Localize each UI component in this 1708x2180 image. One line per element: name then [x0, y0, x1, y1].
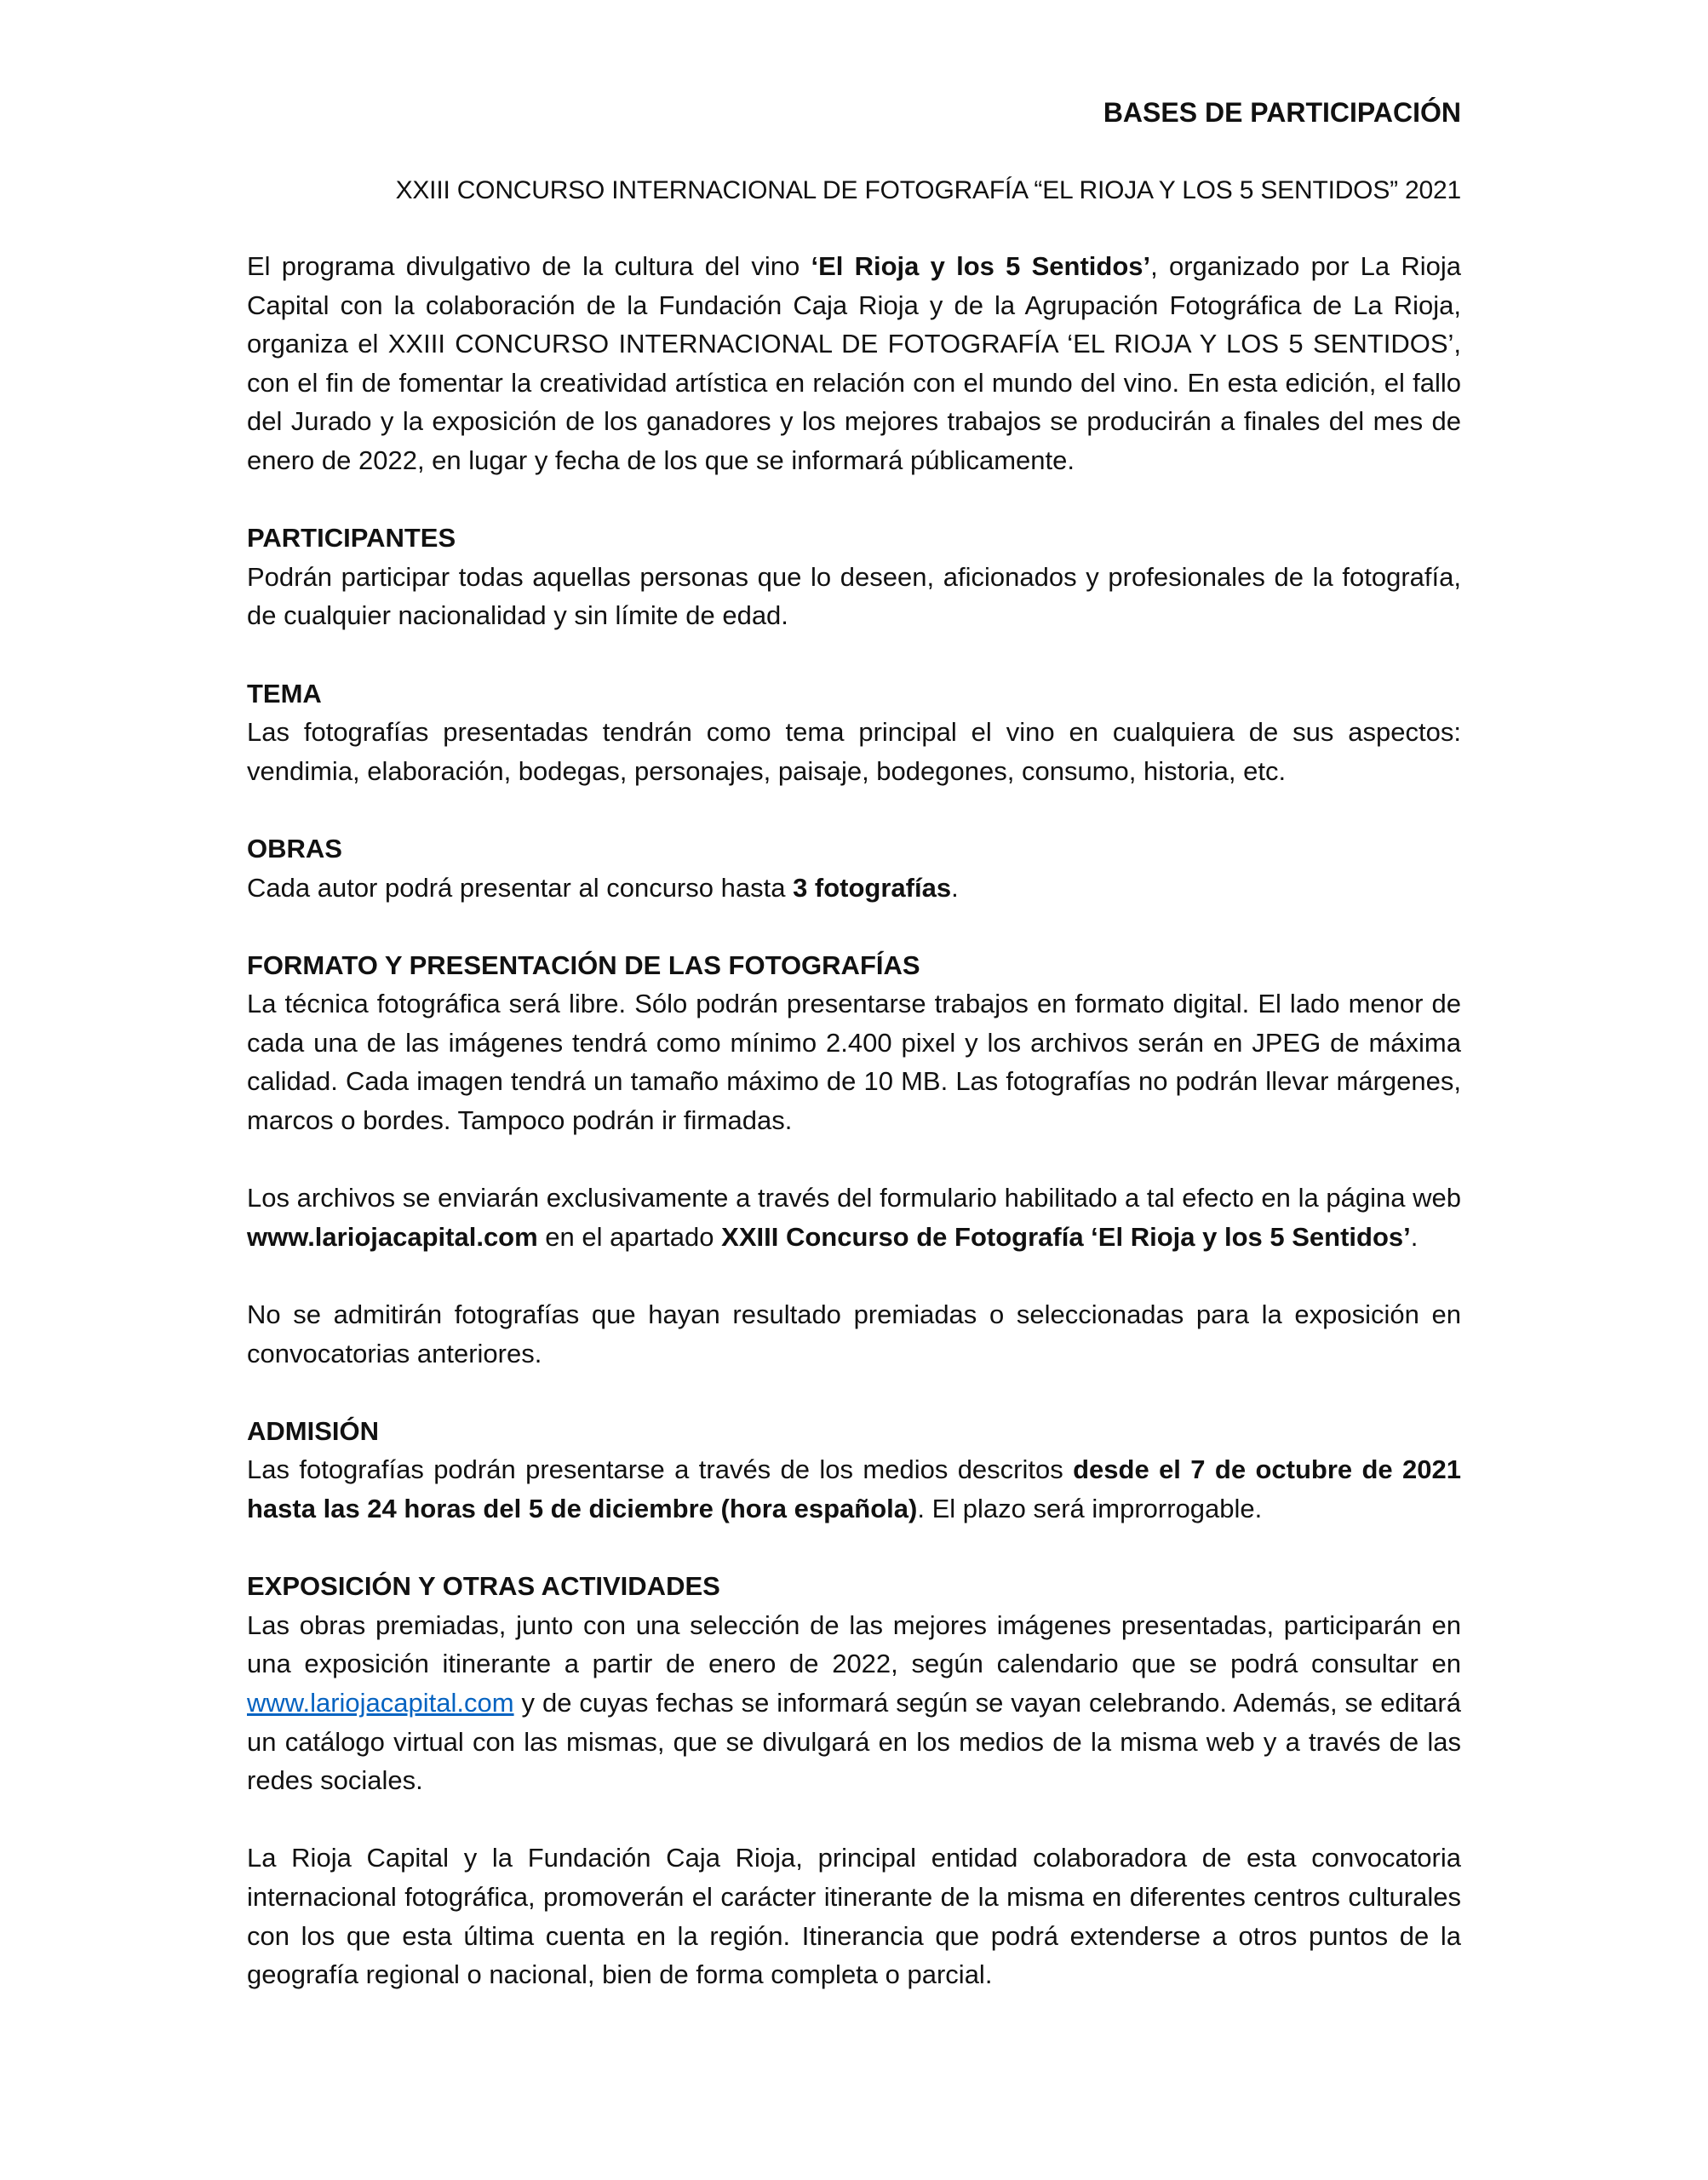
formato-p2-text-1: Los archivos se enviarán exclusivamente a través del formulario habilitado a tal efecto en la página web — [247, 1183, 1461, 1213]
document-page — [247, 0, 1461, 2180]
document-body — [247, 247, 1461, 1994]
obras-limit: 3 fotografías — [793, 872, 952, 903]
admision-text-2: . El plazo será improrrogable. — [917, 1494, 1263, 1523]
formato-contest-section: XXIII Concurso de Fotografía ‘El Rioja y los 5 Sentidos’ — [721, 1221, 1411, 1252]
website-link[interactable]: www.lariojacapital.com — [247, 1687, 514, 1718]
intro-program-name: ‘El Rioja y los 5 Sentidos’ — [811, 251, 1151, 281]
formato-paragraph-2 — [247, 1179, 1461, 1256]
section-heading-exposicion: EXPOSICIÓN Y OTRAS ACTIVIDADES — [247, 1571, 720, 1602]
admision-dates: desde el 7 de octubre de 2021 hasta las 24 horas del 5 de diciembre (hora española) — [247, 1454, 1461, 1523]
exposicion-paragraph-1 — [247, 1606, 1461, 1800]
document-title: BASES DE PARTICIPACIÓN — [1103, 97, 1461, 128]
intro-text-1: El programa divulgativo de la cultura del vino — [247, 251, 811, 281]
formato-website: www.lariojacapital.com — [247, 1221, 538, 1252]
intro-text-2: , organizado por La Rioja Capital con la colaboración de la Fundación Caja Rioja y de la Agrupación Fotográfica de La Rioja, organiza el XXIII CONCURSO INTERNACIONAL DE FOTOGRAFÍA ‘EL RIOJA Y LOS 5 SENTIDOS’, con el fin de fomentar la creatividad artística en relación con el mundo del vino. En esta edición, el fallo del Jurado y la exposición de los ganadores y los mejores trabajos se producirán a finales del mes de enero de 2022, en lugar y fecha de los que se informará públicamente. — [247, 251, 1462, 475]
tema-paragraph: Las fotografías presentadas tendrán como tema principal el vino en cualquiera de sus aspectos: vendimia, elaboración, bodegas, personajes, paisaje, bodegones, consumo, historia, etc. — [247, 717, 1461, 786]
formato-paragraph-3: No se admitirán fotografías que hayan resultado premiadas o seleccionadas para la exposición en convocatorias anteriores. — [247, 1299, 1461, 1368]
formato-paragraph-1: La técnica fotográfica será libre. Sólo podrán presentarse trabajos en formato digital. El lado menor de cada una de las imágenes tendrá como mínimo 2.400 pixel y los archivos serán en JPEG de máxima calidad. Cada imagen tendrá un tamaño máximo de 10 MB. Las fotografías no podrán llevar márgenes, marcos o bordes. Tampoco podrán ir firmadas. — [247, 989, 1461, 1136]
exposicion-paragraph-2: La Rioja Capital y la Fundación Caja Rioja, principal entidad colaboradora de esta convocatoria internacional fotográfica, promoverán el carácter itinerante de la misma en diferentes centros culturales con los que esta última cuenta en la región. Itinerancia que podrá extenderse a otros puntos de la geografía regional o nacional, bien de forma completa o parcial. — [247, 1843, 1461, 1990]
section-heading-tema: TEMA — [247, 678, 322, 708]
admision-text-1: Las fotografías podrán presentarse a través de los medios descritos — [247, 1454, 1074, 1485]
section-heading-formato: FORMATO Y PRESENTACIÓN DE LAS FOTOGRAFÍAS — [247, 949, 920, 980]
exposicion-p1-text-1: Las obras premiadas, junto con una selección de las mejores imágenes presentadas, participarán en una exposición itinerante a partir de enero de 2022, según calendario que se podrá consultar en — [247, 1609, 1461, 1679]
participantes-paragraph: Podrán participar todas aquellas personas que lo deseen, aficionados y profesionales de la fotografía, de cualquier nacionalidad y sin límite de edad. — [247, 561, 1461, 631]
admision-paragraph — [247, 1450, 1461, 1528]
obras-text-2: . — [951, 872, 959, 903]
section-heading-admision: ADMISIÓN — [247, 1415, 379, 1446]
section-heading-participantes: PARTICIPANTES — [247, 523, 456, 554]
intro-paragraph — [247, 247, 1461, 480]
formato-p2-text-3: . — [1410, 1221, 1419, 1252]
section-heading-obras: OBRAS — [247, 833, 342, 863]
obras-text-1: Cada autor podrá presentar al concurso hasta — [247, 872, 794, 903]
obras-paragraph — [247, 869, 1461, 908]
document-subtitle: XXIII CONCURSO INTERNACIONAL DE FOTOGRAFÍA “EL RIOJA Y LOS 5 SENTIDOS” 2021 — [395, 176, 1461, 204]
exposicion-p1-text-2: y de cuyas fechas se informará según se vayan celebrando. Además, se editará un catálogo virtual con las mismas, que se divulgará en los medios de la misma web y a través de las redes sociales. — [247, 1687, 1461, 1796]
formato-p2-text-2: en el apartado — [537, 1221, 722, 1252]
